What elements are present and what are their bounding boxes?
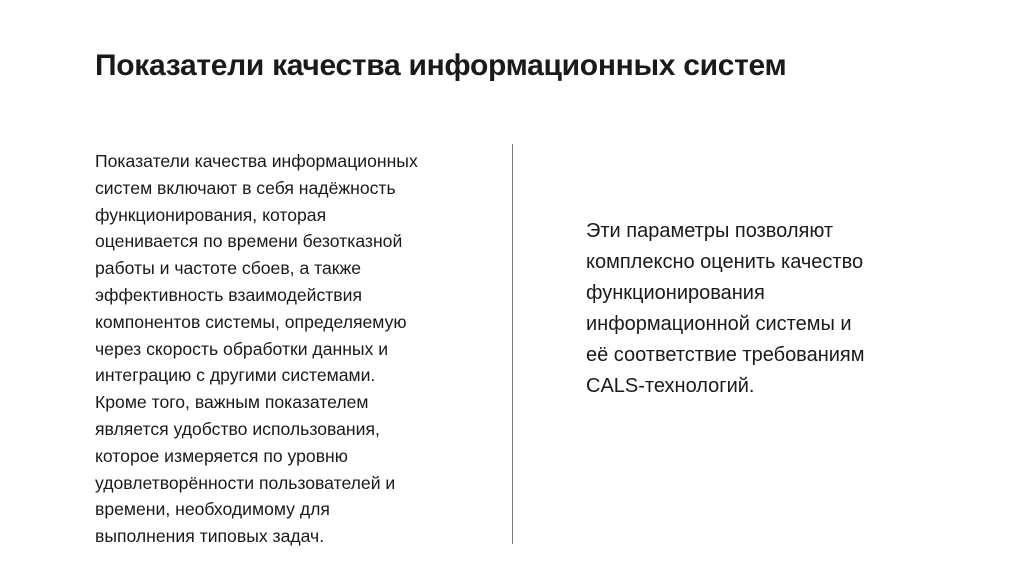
left-text-line: выполнения типовых задач. [95, 526, 325, 547]
left-text-line: удовлетворённости пользователей и [95, 472, 396, 493]
left-text-line: через скорость обработки данных и [95, 338, 389, 359]
right-text-block [586, 216, 986, 402]
slide-title: Показатели качества информационных систем [95, 49, 787, 82]
right-text-line: информационной системы и [586, 313, 852, 335]
right-text-line: комплексно оценить качество [586, 251, 864, 273]
left-text-block [95, 148, 495, 550]
right-text-line: функционирования [586, 282, 765, 304]
left-text-line: интеграцию с другими системами. [95, 365, 376, 386]
left-text-line: Показатели качества информационных [95, 151, 418, 171]
left-text-line: времени, необходимому для [95, 499, 330, 520]
left-text-line: оценивается по времени безотказной [95, 231, 403, 252]
left-text-line: функционирования, которая [95, 204, 327, 225]
left-text-line: систем включают в себя надёжность [95, 177, 396, 198]
left-text-line: эффективность взаимодействия [95, 284, 363, 305]
left-text-line: которое измеряется по уровню [95, 445, 348, 466]
left-text-line: компонентов системы, определяемую [95, 311, 407, 332]
left-text-line: Кроме того, важным показателем [95, 392, 369, 413]
right-text-line: Эти параметры позволяют [586, 220, 834, 242]
left-text-line: является удобство использования, [95, 418, 380, 439]
left-text-line: работы и частоте сбоев, а также [95, 258, 362, 279]
right-text-line: её соответствие требованиям [586, 344, 865, 366]
column-divider [512, 144, 513, 544]
right-text-line: CALS-технологий. [586, 375, 755, 397]
